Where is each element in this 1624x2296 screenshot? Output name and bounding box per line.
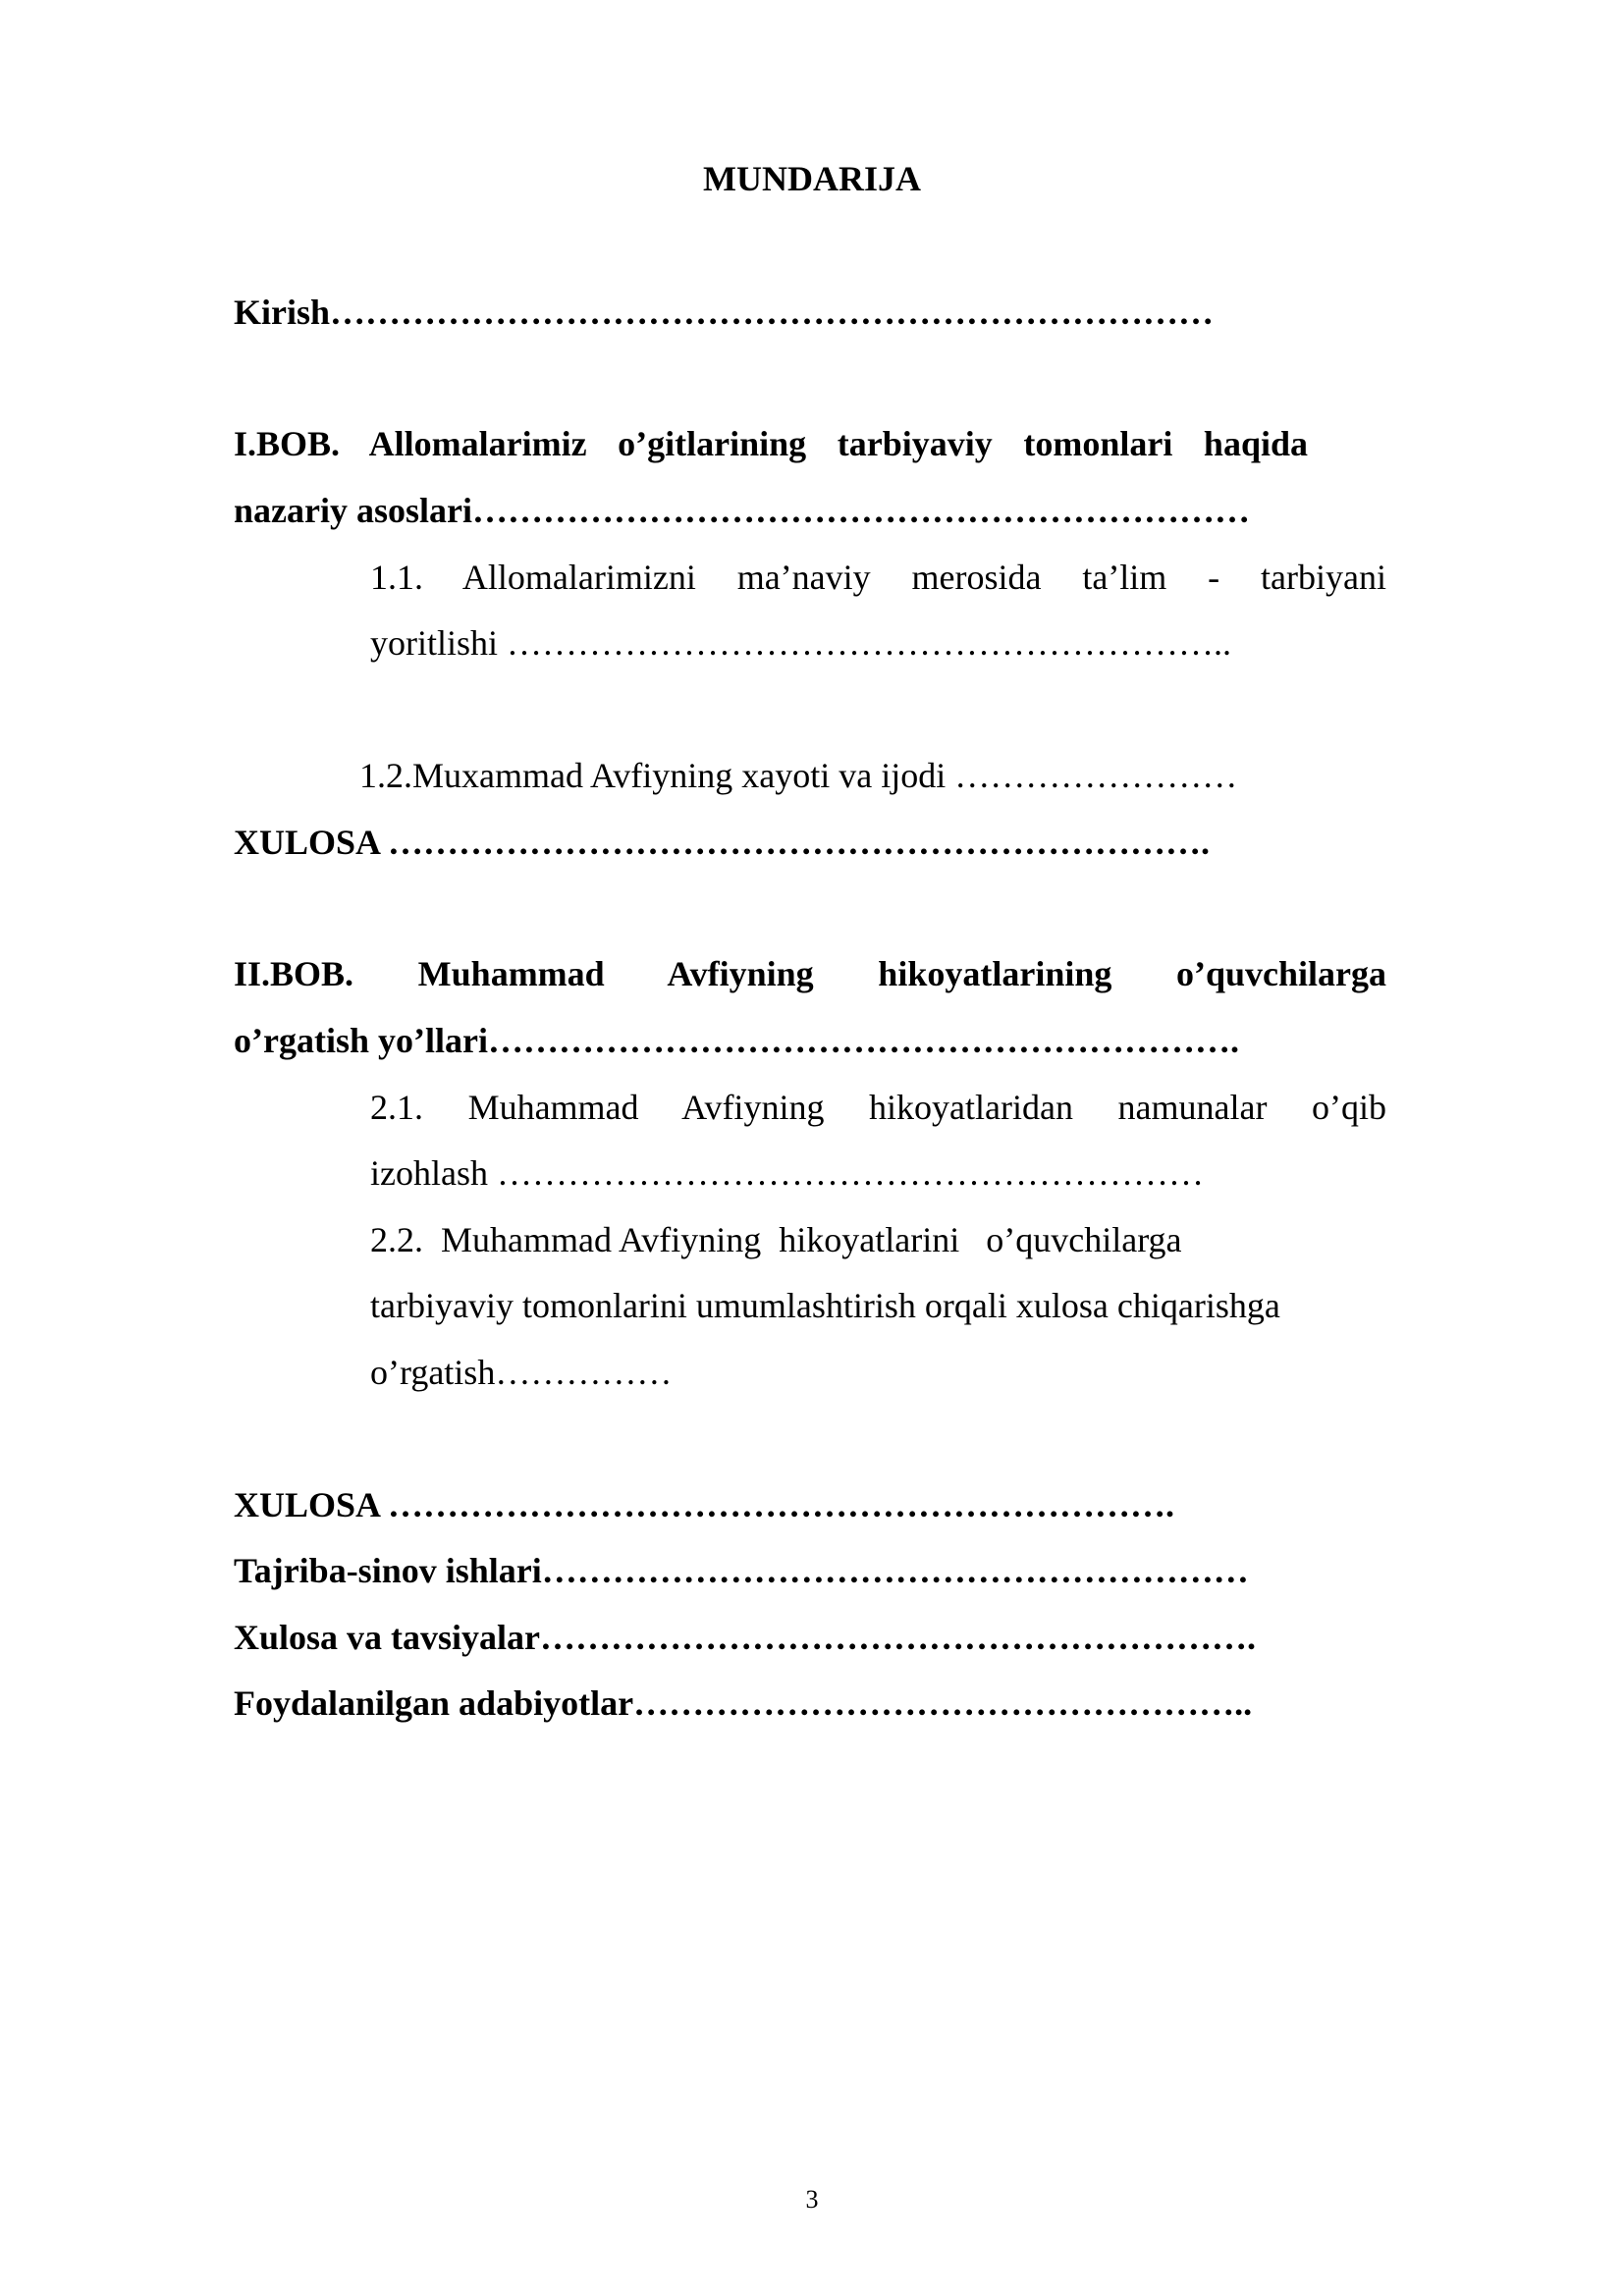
toc-entry-bob1-cont: nazariy asoslari………………………………………………………… — [234, 491, 1250, 530]
toc-entry-2-2-cont: tarbiyaviy tomonlarini umumlashtirish orqali xulosa chiqarishga — [370, 1286, 1280, 1325]
page-title: MUNDARIJA — [703, 159, 921, 198]
toc-entry-xulosa-1: XULOSA ……………………………………………………………. — [234, 823, 1211, 862]
toc-entry-1-1-cont: yoritlishi …………………………………………………….. — [370, 623, 1232, 663]
toc-entry-2-2-cont2: o’rgatish…………… — [370, 1353, 673, 1392]
toc-entry-kirish: Kirish………………………………………………………………… — [234, 293, 1215, 332]
toc-entry-2-1-cont: izohlash …………………………………………………… — [370, 1153, 1204, 1193]
toc-entry-xulosa-tavsiya: Xulosa va tavsiyalar……………………………………………………. — [234, 1618, 1257, 1657]
toc-entry-2-2: 2.2. Muhammad Avfiyning hikoyatlarini o’quvchilarga — [370, 1220, 1182, 1259]
toc-entry-tajriba: Tajriba-sinov ishlari…………………………………………………… — [234, 1551, 1249, 1590]
toc-entry-adabiyot: Foydalanilgan adabiyotlar…………………………………………….. — [234, 1683, 1253, 1723]
toc-entry-1-1: 1.1. Allomalarimizni ma’naviy merosida ta’lim - tarbiyani — [370, 558, 1386, 597]
toc-entry-1-2: 1.2.Muxammad Avfiyning xayoti va ijodi …………………… — [359, 756, 1238, 795]
toc-entry-xulosa-2: XULOSA …………………………………………………………. — [234, 1485, 1175, 1524]
toc-entry-bob2: II.BOB. Muhammad Avfiyning hikoyatlarining o’quvchilarga — [234, 954, 1386, 993]
page-number: 3 — [805, 2185, 819, 2214]
toc-entry-2-1: 2.1. Muhammad Avfiyning hikoyatlaridan namunalar o’qib — [370, 1088, 1386, 1127]
toc-entry-bob2-cont: o’rgatish yo’llari………………………………………………………. — [234, 1021, 1239, 1060]
toc-entry-bob1: I.BOB. Allomalarimiz o’gitlarining tarbiyaviy tomonlari haqida — [234, 424, 1308, 463]
